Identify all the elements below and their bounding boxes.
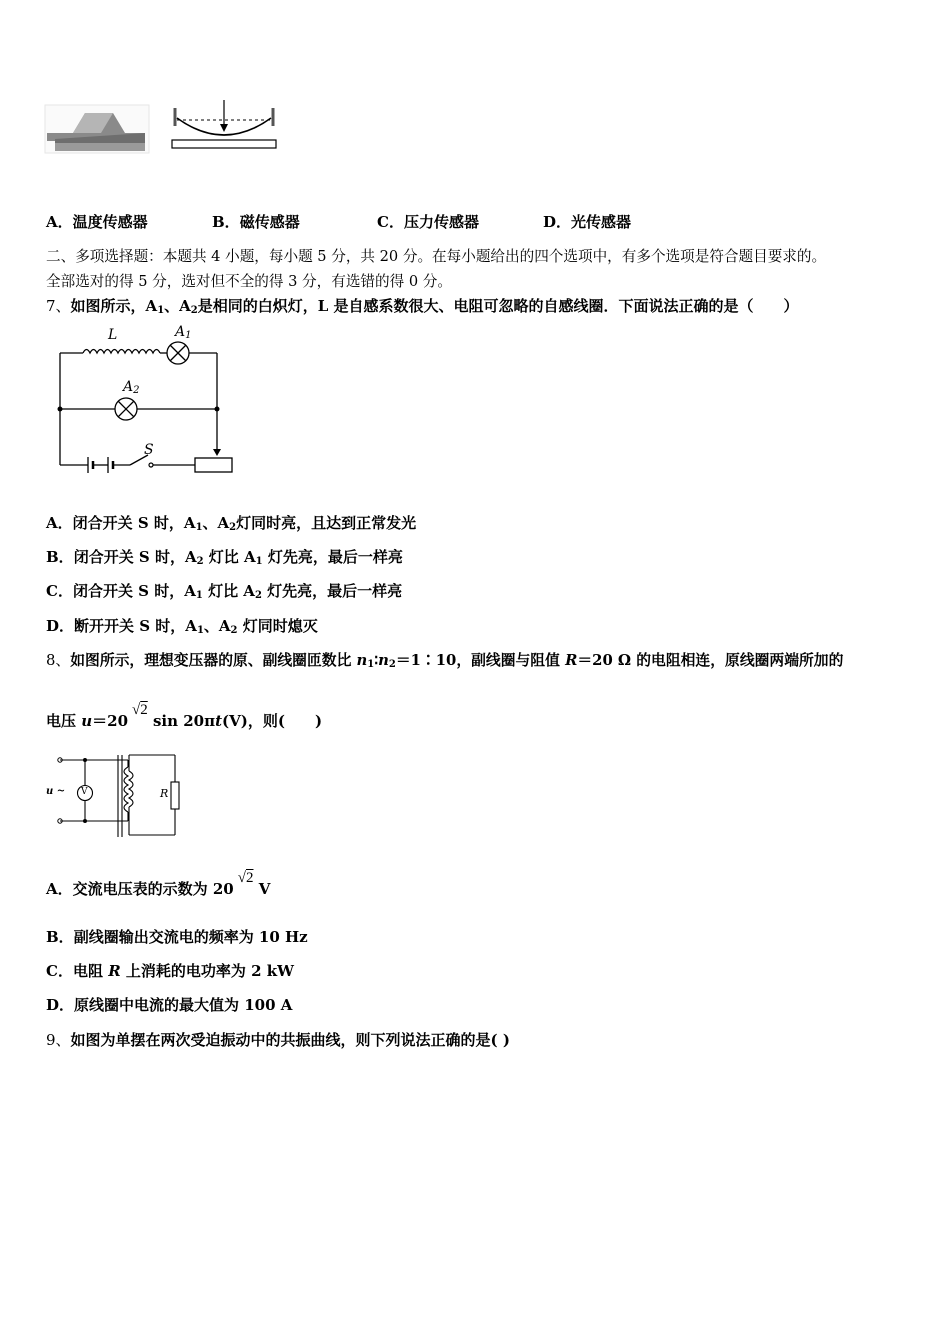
q7-label-a1: $A_1$ [175,324,192,341]
q7-circuit-diagram [45,325,245,485]
q7-option-c[interactable]: C．闭合开关 S 时，$A_1$ 灯比 $A_2$ 灯先亮，最后一样亮 [46,582,403,601]
q8-option-a[interactable]: A．交流电压表的示数为 20√2 V [46,870,271,898]
section-2-heading: 二、多项选择题：本题共 4 小题，每小题 5 分，共 20 分。在每小题给出的四个选项中，有多个选项是符合题目要求的。 [46,248,827,265]
q7-option-b[interactable]: B．闭合开关 S 时，$A_2$ 灯比 $A_1$ 灯先亮，最后一样亮 [46,548,403,567]
q8-option-b[interactable]: B．副线圈输出交流电的频率为 10 Hz [46,928,308,946]
q6-option-a[interactable]: A．温度传感器 [46,213,148,231]
sqrt-symbol: √2 [237,870,254,886]
q7-label-a2: $A_2$ [123,379,140,396]
q8-option-c[interactable]: C．电阻 R 上消耗的电功率为 2 kW [46,962,294,980]
q7-stem: 7、如图所示，$A_1$、$A_2$是相同的白炽灯，L 是自感系数很大、电阻可忽略的自感线圈．下面说法正确的是（ ） [46,297,799,316]
q8-label-u: u ~ [46,786,66,797]
q7-label-s: S [144,442,154,458]
q8-stem-line2: 电压 u＝20√2 sin 20πt(V)，则( ) [46,702,323,730]
q6-option-c[interactable]: C．压力传感器 [377,213,479,231]
q6-option-b[interactable]: B．磁传感器 [212,213,300,231]
q9-stem: 9、如图为单摆在两次受迫振动中的共振曲线，则下列说法正确的是( ) [46,1031,510,1049]
sqrt-symbol: √2 [132,702,148,718]
q8-stem-line1: 8、如图所示，理想变压器的原、副线圈匝数比 $n_1∶n_2=1∶10$，副线圈与阻值 R＝20 Ω 的电阻相连，原线圈两端所加的 [46,652,844,670]
q6-option-d[interactable]: D．光传感器 [543,213,632,231]
q8-label-v: V [81,787,88,797]
membrane-figure [170,100,280,152]
section-2-heading-line2: 全部选对的得 5 分，选对但不全的得 3 分，有选错的得 0 分。 [46,273,452,290]
pressure-key-figure [45,105,150,155]
q8-option-d[interactable]: D．原线圈中电流的最大值为 100 A [46,996,293,1014]
q7-label-l: L [108,327,118,343]
q8-label-r: R [160,787,169,800]
q7-option-d[interactable]: D．断开开关 S 时，$A_1$、$A_2$ 灯同时熄灭 [46,617,318,636]
q7-option-a[interactable]: A．闭合开关 S 时，$A_1$、$A_2$灯同时亮，且达到正常发光 [46,514,417,533]
